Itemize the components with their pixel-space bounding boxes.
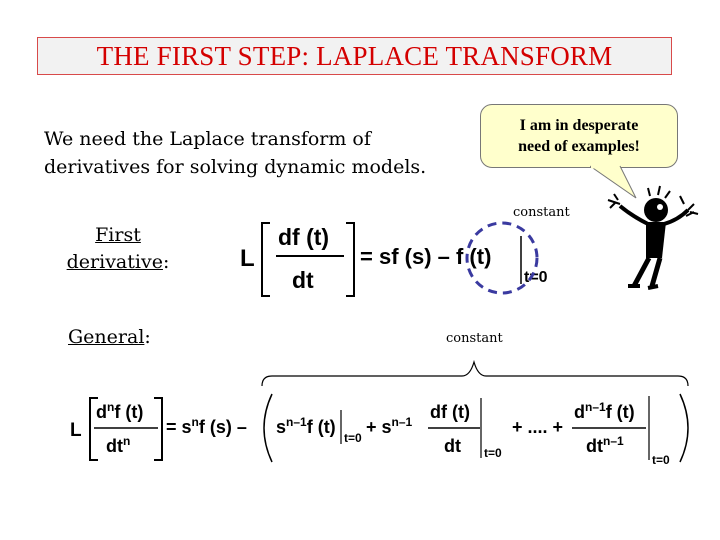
general-label xyxy=(68,326,151,348)
general-label-colon: : xyxy=(144,326,151,348)
bubble-line-1: I am in desperate xyxy=(519,117,639,134)
svg-text:t=0: t=0 xyxy=(484,446,502,460)
svg-text:sn–1f (t): $s^{n-1}f$ (t) xyxy=(276,415,336,437)
title-banner xyxy=(37,37,672,75)
svg-text:df (t): df (t) xyxy=(278,224,330,250)
bubble-line-2: need of examples! xyxy=(518,138,640,155)
svg-text:t=0: t=0 xyxy=(344,431,362,445)
svg-text:dn–1f (t): $d^{n-1}f$ (t) xyxy=(574,400,635,422)
svg-text:dt: dt xyxy=(444,436,461,456)
first-label-line-2: derivative xyxy=(66,251,163,273)
svg-text:L: L xyxy=(240,245,255,272)
svg-text:L: L xyxy=(70,420,82,441)
svg-text:+ sn–1: + $s^{n-1}$ xyxy=(366,415,413,437)
intro-line-2: derivatives for solving dynamic models. xyxy=(44,156,427,178)
svg-text:dtn–1: $dt^{n-1}$ xyxy=(586,434,624,456)
intro-line-1: We need the Laplace transform of xyxy=(44,128,371,150)
svg-text:t=0: t=0 xyxy=(524,269,548,286)
speech-bubble xyxy=(480,104,678,168)
svg-text:dt: dt xyxy=(292,267,314,293)
first-label-line-1: First xyxy=(95,224,141,246)
svg-text:= sf (s) – f (t): = sf (s) – f (t) xyxy=(360,244,492,269)
svg-text:dnf (t): $d^nf$ (t) xyxy=(96,400,144,422)
svg-text:+ .... +: + .... + xyxy=(512,417,564,437)
page-title: THE FIRST STEP: LAPLACE TRANSFORM xyxy=(96,40,613,71)
stick-figure-icon xyxy=(604,182,704,294)
first-label-colon: : xyxy=(162,251,170,273)
svg-text:df (t): df (t) xyxy=(430,402,470,422)
svg-text:= snf (s) –: = $s^nf$ (s) – xyxy=(166,415,247,437)
constant-label-top: constant xyxy=(513,205,570,220)
svg-text:t=0: t=0 xyxy=(652,453,670,467)
svg-text:dtn: $dt^n$ xyxy=(106,434,131,456)
intro-text xyxy=(44,125,484,181)
first-derivative-label xyxy=(62,222,174,276)
general-label-text: General xyxy=(68,326,145,348)
constant-label-bottom: constant xyxy=(446,331,503,346)
